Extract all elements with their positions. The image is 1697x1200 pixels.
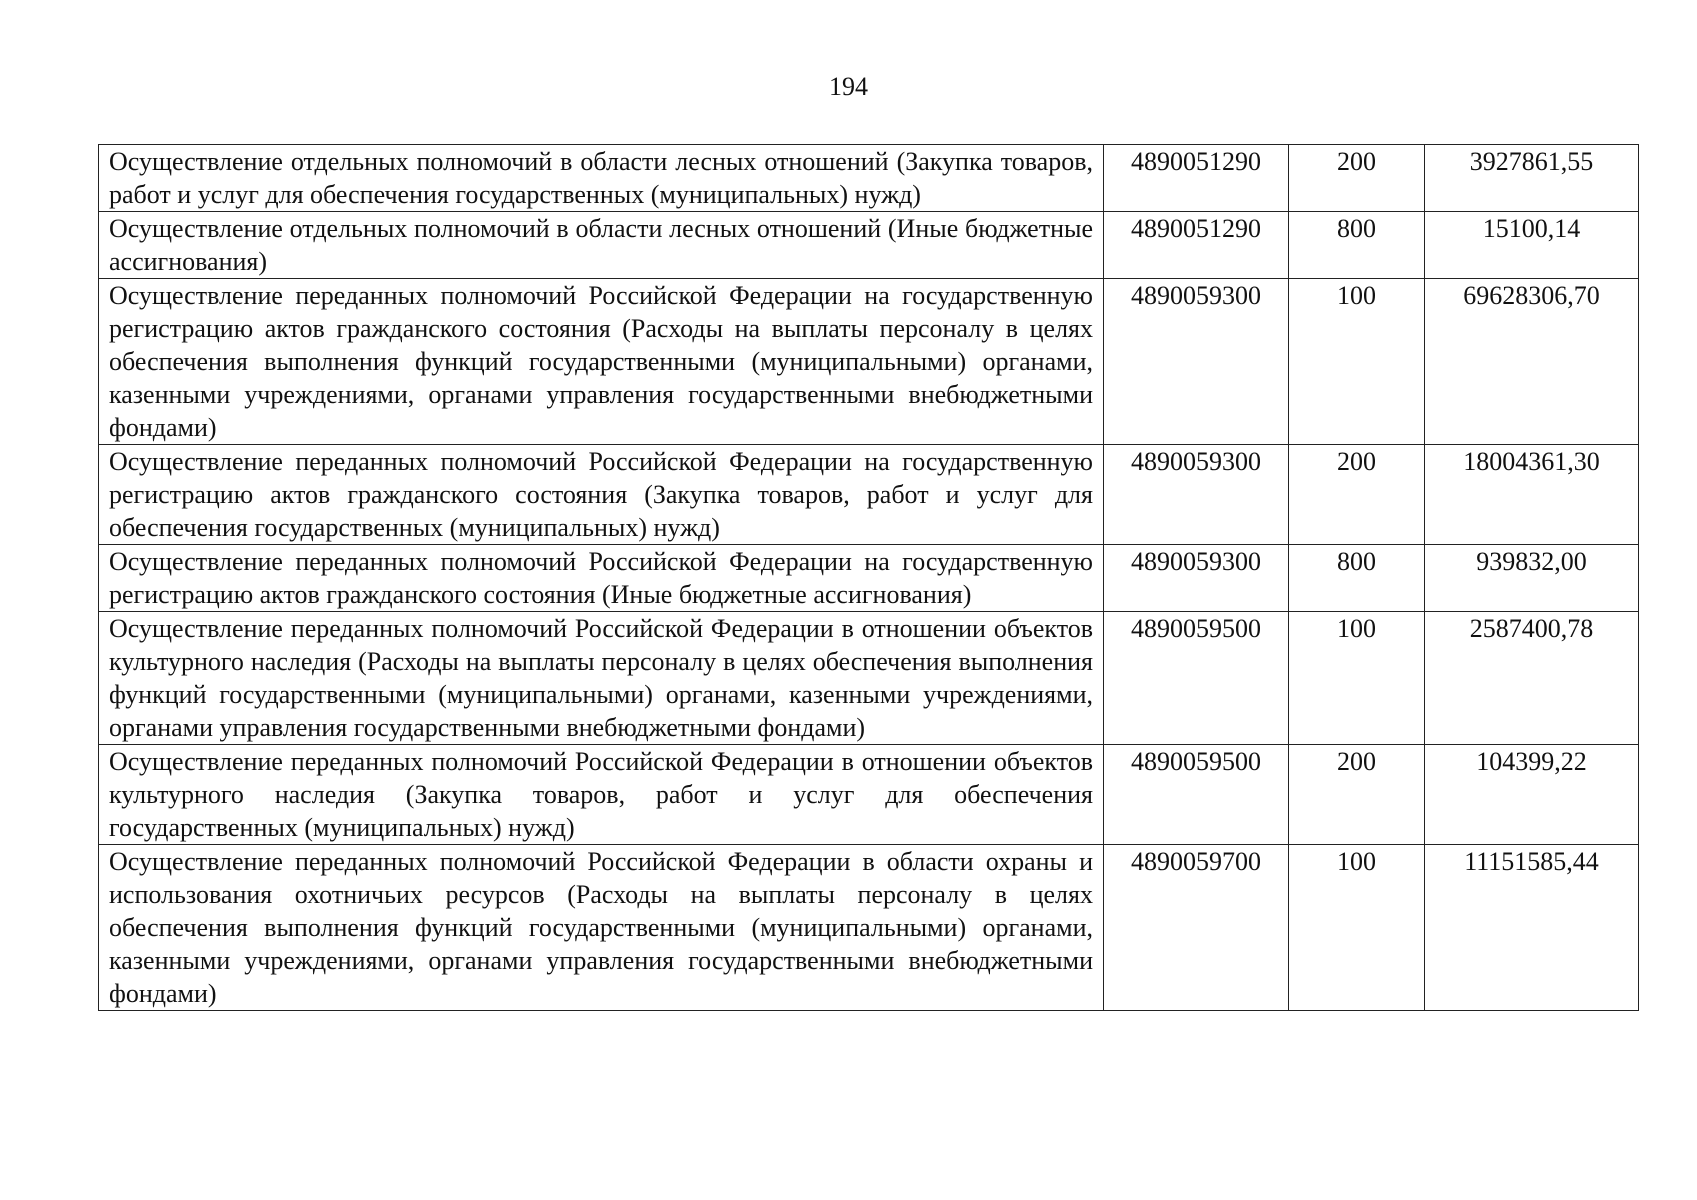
amount-value: 104399,22 — [1425, 745, 1639, 845]
table-row — [99, 612, 1639, 745]
amount-value: 15100,14 — [1425, 212, 1639, 279]
expense-description: Осуществление переданных полномочий Российской Федерации в области охраны и использования охотничьих ресурсов (Расходы на выплаты персоналу в целях обеспечения выполнения функций государственными (муниципальными) органами, казенными учреждениями, органами управления государственными внебюджетными фондами) — [99, 845, 1104, 1011]
target-article-code: 4890059700 — [1104, 845, 1289, 1011]
target-article-code: 4890059300 — [1104, 445, 1289, 545]
amount-value: 18004361,30 — [1425, 445, 1639, 545]
target-article-code: 4890059500 — [1104, 612, 1289, 745]
expense-type-code: 100 — [1289, 279, 1425, 445]
expense-type-code: 200 — [1289, 445, 1425, 545]
expense-type-code: 100 — [1289, 612, 1425, 745]
amount-value: 3927861,55 — [1425, 145, 1639, 212]
expense-description: Осуществление отдельных полномочий в области лесных отношений (Иные бюджетные ассигнования) — [99, 212, 1104, 279]
expense-description: Осуществление переданных полномочий Российской Федерации в отношении объектов культурного наследия (Расходы на выплаты персоналу в целях обеспечения выполнения функций государственными (муниципальными) органами, казенными учреждениями, органами управления государственными внебюджетными фондами) — [99, 612, 1104, 745]
expense-type-code: 200 — [1289, 745, 1425, 845]
page-number: 194 — [829, 72, 868, 101]
expense-type-code: 800 — [1289, 545, 1425, 612]
target-article-code: 4890059300 — [1104, 545, 1289, 612]
expense-type-code: 100 — [1289, 845, 1425, 1011]
target-article-code: 4890051290 — [1104, 212, 1289, 279]
table-row — [99, 845, 1639, 1011]
amount-value: 939832,00 — [1425, 545, 1639, 612]
table-row — [99, 545, 1639, 612]
target-article-code: 4890051290 — [1104, 145, 1289, 212]
target-article-code: 4890059300 — [1104, 279, 1289, 445]
expense-type-code: 200 — [1289, 145, 1425, 212]
expense-description: Осуществление переданных полномочий Российской Федерации на государственную регистрацию актов гражданского состояния (Иные бюджетные ассигнования) — [99, 545, 1104, 612]
table-row — [99, 145, 1639, 212]
budget-table-body — [99, 145, 1639, 1011]
expense-type-code: 800 — [1289, 212, 1425, 279]
amount-value: 11151585,44 — [1425, 845, 1639, 1011]
expense-description: Осуществление переданных полномочий Российской Федерации в отношении объектов культурного наследия (Закупка товаров, работ и услуг для обеспечения государственных (муниципальных) нужд) — [99, 745, 1104, 845]
budget-table — [98, 144, 1639, 1011]
expense-description: Осуществление отдельных полномочий в области лесных отношений (Закупка товаров, работ и услуг для обеспечения государственных (муниципальных) нужд) — [99, 145, 1104, 212]
table-row — [99, 279, 1639, 445]
table-row — [99, 212, 1639, 279]
target-article-code: 4890059500 — [1104, 745, 1289, 845]
amount-value: 69628306,70 — [1425, 279, 1639, 445]
table-row — [99, 445, 1639, 545]
expense-description: Осуществление переданных полномочий Российской Федерации на государственную регистрацию актов гражданского состояния (Расходы на выплаты персоналу в целях обеспечения выполнения функций государственными (муниципальными) органами, казенными учреждениями, органами управления государственными внебюджетными фондами) — [99, 279, 1104, 445]
table-row — [99, 745, 1639, 845]
expense-description: Осуществление переданных полномочий Российской Федерации на государственную регистрацию актов гражданского состояния (Закупка товаров, работ и услуг для обеспечения государственных (муниципальных) нужд) — [99, 445, 1104, 545]
amount-value: 2587400,78 — [1425, 612, 1639, 745]
